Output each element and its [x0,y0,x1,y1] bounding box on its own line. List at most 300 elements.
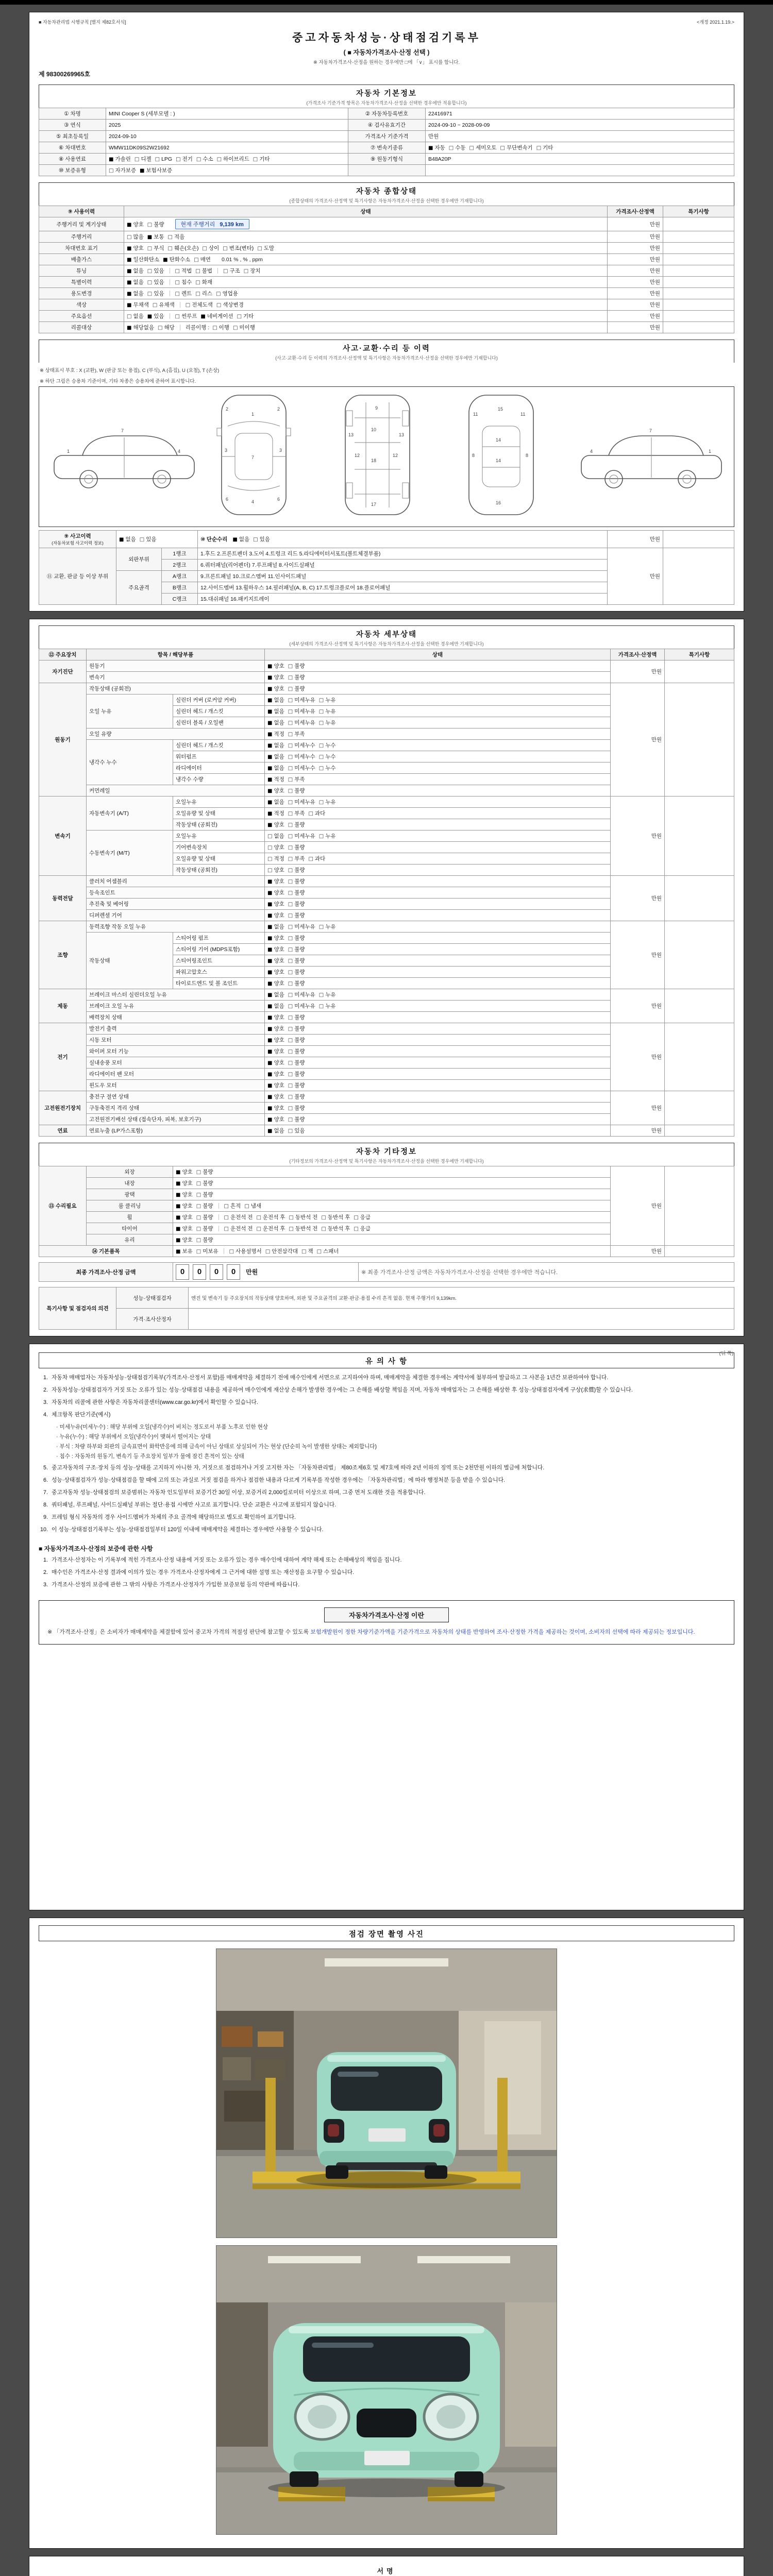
checkbox-일산화탄소[interactable]: ■ 일산화탄소 [127,257,160,263]
table-row [39,1091,734,1103]
price-survey-select[interactable]: ( ■ 자동차가격조사·산정 선택 ) [343,49,430,56]
table-row [39,1125,734,1137]
checkbox-icon: ■ [267,777,273,783]
checkbox-icon: □ [288,1072,293,1077]
checkbox-누유[interactable]: □ 누유 [318,1003,336,1009]
notice-item [39,1374,734,1383]
checkbox-icon: ■ [176,1226,181,1232]
checkbox-없음[interactable]: ■ 없음 [267,1003,284,1009]
checkbox-도말[interactable]: □ 도말 [257,245,275,251]
notice-number: 5. [43,1465,48,1471]
checkbox-불량[interactable]: □ 불량 [196,1203,213,1209]
checkbox-불량[interactable]: □ 불량 [288,1082,305,1089]
checkbox-미보유[interactable]: □ 미보유 [196,1248,219,1255]
checkbox-icon: □ [224,1204,229,1209]
rank-parts: 12.사이드멤버 13.휠하우스 14.필러패널(A, B, C) 17.트렁크플로어 18.플로어패널 [198,582,608,594]
checkbox-유채색[interactable]: □ 유채색 [152,302,175,308]
option-divider [217,268,218,274]
outer-panel-label: 외판부위 [116,548,162,571]
checkbox-icon: ■ [428,145,433,151]
checkbox-불량[interactable]: □ 불량 [288,686,305,692]
notice-item [39,1398,734,1408]
checkbox-양호[interactable]: ■ 양호 [267,1082,284,1089]
checkbox-불량[interactable]: □ 불량 [288,890,305,896]
checkbox-불량[interactable]: □ 불량 [196,1237,213,1243]
item-label: 자동변속기 (A/T) [87,796,173,831]
checkbox-동반석 후[interactable]: □ 동반석 후 [321,1214,350,1221]
checkbox-icon: □ [288,1117,293,1123]
checkbox-응급[interactable]: □ 응급 [354,1226,371,1232]
note-cell [665,683,734,796]
checkbox-영업용[interactable]: □ 영업용 [216,291,238,297]
checkbox-가솔린[interactable]: ■ 가솔린 [109,156,131,162]
checkbox-불량[interactable]: □ 불량 [288,674,305,681]
checkbox-없음[interactable]: ■ 없음 [267,992,284,998]
checkbox-icon: ■ [267,1072,273,1077]
checkbox-없음[interactable]: ■ 없음 [267,924,284,930]
checkbox-양호[interactable]: ■ 양호 [127,245,144,251]
part-label: 실린더 헤드 / 개스킷 [173,740,265,751]
checkbox-icon: □ [267,856,273,862]
checkbox-미세누유[interactable]: □ 미세누유 [288,708,315,715]
checkbox-미세누수[interactable]: □ 미세누수 [288,765,315,771]
checkbox-네비게이션[interactable]: ■ 네비게이션 [200,313,233,319]
checkbox-부식[interactable]: □ 부식 [147,245,164,251]
note-cell [665,660,734,683]
section-basic-info [39,84,734,108]
checkbox-불량[interactable]: □ 불량 [288,1094,305,1100]
checkbox-색상변경[interactable]: □ 색상변경 [216,302,244,308]
checkbox-상이[interactable]: □ 상이 [202,245,220,251]
checkbox-icon: □ [265,1249,271,1255]
checkbox-불량[interactable]: □ 불량 [196,1226,213,1232]
checkbox-자가보증[interactable]: □ 자가보증 [109,167,137,174]
item-label: 시동 모터 [87,1035,265,1046]
svg-text:2: 2 [226,406,229,412]
part-label: 스티어링조인트 [173,955,265,967]
checkbox-양호[interactable]: ■ 양호 [267,663,284,669]
checkbox-있음[interactable]: □ 있음 [253,536,270,543]
checkbox-icon: □ [267,845,273,851]
checkbox-기타[interactable]: □ 기타 [253,156,270,162]
checkbox-양호[interactable]: ■ 양호 [267,946,284,953]
checkbox-누유[interactable]: □ 누유 [318,708,336,715]
checkbox-운전석 후[interactable]: □ 운전석 후 [256,1214,285,1221]
checkbox-icon: □ [243,268,249,274]
checkbox-양호[interactable]: ■ 양호 [176,1237,193,1243]
checkbox-운전석 후[interactable]: □ 운전석 후 [256,1226,285,1232]
checkbox-양호[interactable]: ■ 양호 [176,1169,193,1175]
checkbox-불량[interactable]: □ 불량 [288,663,305,669]
field-label: ⑥ 차대번호 [39,142,106,154]
checkbox-사용설명서[interactable]: □ 사용설명서 [229,1248,262,1255]
checkbox-적법[interactable]: □ 적법 [175,268,192,274]
notice-number: 9. [43,1514,48,1521]
checkbox-불량[interactable]: □ 불량 [196,1169,213,1175]
table-row [39,989,734,1001]
checkbox-있음[interactable]: □ 있음 [147,291,164,297]
checkbox-icon: ■ [267,1004,273,1009]
checkbox-icon: □ [224,1215,229,1221]
state-cell [265,694,611,706]
checkbox-미세누유[interactable]: □ 미세누유 [288,720,315,726]
checkbox-불량[interactable]: □ 불량 [288,901,305,907]
field-value [426,142,734,154]
checkbox-있음[interactable]: □ 있음 [139,536,157,543]
checkbox-양호[interactable]: ■ 양호 [267,1105,284,1111]
group-label: 변속기 [39,796,87,876]
checkbox-없음[interactable]: ■ 없음 [267,799,284,805]
checkbox-양호[interactable]: ■ 양호 [267,1037,284,1043]
checkbox-icon: □ [224,1226,229,1232]
price-cell: 만원 [608,548,663,605]
price-cell: 만원 [608,288,663,299]
checkbox-양호[interactable]: ■ 양호 [267,980,284,987]
checkbox-이행[interactable]: □ 이행 [212,325,229,331]
checkbox-icon: ■ [267,698,273,703]
checkbox-양호[interactable]: ■ 양호 [267,890,284,896]
checkbox-누유[interactable]: □ 누유 [318,992,336,998]
checkbox-불량[interactable]: □ 불량 [196,1214,213,1221]
checkbox-양호[interactable]: ■ 양호 [267,1026,284,1032]
checkbox-냄새[interactable]: □ 냄새 [244,1203,261,1209]
checkbox-양호[interactable]: ■ 양호 [176,1192,193,1198]
state-cell [265,1114,611,1125]
checkbox-불량[interactable]: □ 불량 [288,822,305,828]
checkbox-해당없음[interactable]: ■ 해당없음 [127,325,155,331]
checkbox-전체도색[interactable]: □ 전체도색 [185,302,213,308]
checkbox-적정[interactable]: ■ 적정 [267,810,284,817]
checkbox-적정[interactable]: ■ 적정 [267,776,284,783]
checkbox-미세누수[interactable]: □ 미세누수 [288,742,315,749]
price-cell: 만원 [608,277,663,288]
checkbox-양호[interactable]: ■ 양호 [267,935,284,941]
checkbox-양호[interactable]: ■ 양호 [267,1060,284,1066]
checkbox-수동[interactable]: □ 수동 [448,145,466,151]
note-cell [663,299,734,311]
part-label: 워터펌프 [173,751,265,762]
item-label: 휠 [87,1212,173,1223]
table-row [39,277,734,288]
checkbox-미세누수[interactable]: □ 미세누수 [288,754,315,760]
checkbox-불량[interactable]: □ 불량 [147,222,164,228]
checkbox-없음[interactable]: ■ 없음 [267,754,284,760]
checkbox-변조(변타)[interactable]: □ 변조(변타) [223,245,254,251]
checkbox-불량[interactable]: □ 불량 [288,844,305,851]
checkbox-불량[interactable]: □ 불량 [288,935,305,941]
checkbox-icon: ■ [267,754,273,760]
checkbox-누유[interactable]: □ 누유 [318,924,336,930]
checkbox-icon: ■ [267,992,273,998]
checkbox-장치[interactable]: □ 장치 [243,268,261,274]
checkbox-렌트[interactable]: □ 렌트 [175,291,192,297]
checkbox-양호[interactable]: □ 양호 [267,844,284,851]
checkbox-부족[interactable]: □ 부족 [288,776,305,783]
checkbox-양호[interactable]: ■ 양호 [176,1180,193,1187]
item-label: 실내송풍 모터 [87,1057,265,1069]
checkbox-icon: □ [316,1249,322,1255]
checkbox-있음[interactable]: □ 있음 [147,268,164,274]
state-cell [124,265,608,277]
checkbox-흔적[interactable]: □ 흔적 [224,1203,241,1209]
checkbox-없음[interactable]: ■ 없음 [127,279,144,285]
checkbox-icon: □ [288,811,293,817]
rank-parts: 9.프론트패널 10.크로스멤버 11.인사이드패널 [198,571,608,582]
checkbox-하이브리드[interactable]: □ 하이브리드 [216,156,249,162]
checkbox-미세누유[interactable]: □ 미세누유 [288,924,315,930]
checkbox-양호[interactable]: ■ 양호 [267,969,284,975]
checkbox-기타[interactable]: □ 기타 [536,145,553,151]
checkbox-누유[interactable]: □ 누유 [318,833,336,839]
checkbox-불량[interactable]: □ 불량 [288,867,305,873]
checkbox-안전삼각대[interactable]: □ 안전삼각대 [265,1248,298,1255]
checkbox-기타[interactable]: □ 기타 [237,313,254,319]
checkbox-미세누유[interactable]: □ 미세누유 [288,799,315,805]
checkbox-양호[interactable]: ■ 양호 [176,1226,193,1232]
final-price-table [39,1262,734,1282]
state-cell [265,1035,611,1046]
checkbox-훼손(오손)[interactable]: □ 훼손(오손) [167,245,199,251]
checkbox-탄화수소[interactable]: ■ 탄화수소 [163,257,191,263]
table-row [39,231,734,243]
checkbox-있음[interactable]: □ 있음 [147,279,164,285]
checkbox-icon: □ [175,314,180,319]
checkbox-누수[interactable]: □ 누수 [318,765,336,771]
group-label: 전기 [39,1023,87,1091]
checkbox-무채색[interactable]: ■ 무채색 [127,302,149,308]
notice-list [39,1374,734,1535]
checkbox-양호[interactable]: ■ 양호 [267,878,284,885]
checkbox-양호[interactable]: ■ 양호 [267,788,284,794]
checkbox-icon: ■ [127,280,132,285]
checkbox-양호[interactable]: ■ 양호 [267,1116,284,1123]
checkbox-양호[interactable]: ■ 양호 [267,1014,284,1021]
checkbox-썬루프[interactable]: □ 썬루프 [175,313,197,319]
checkbox-없음[interactable]: ■ 없음 [267,765,284,771]
checkbox-없음[interactable]: □ 없음 [127,313,144,319]
checkbox-양호[interactable]: ■ 양호 [267,1048,284,1055]
checkbox-불량[interactable]: □ 불량 [288,1014,305,1021]
checkbox-누수[interactable]: □ 누수 [318,742,336,749]
checkbox-동반석 전[interactable]: □ 동반석 전 [289,1226,318,1232]
checkbox-icon: □ [318,800,324,805]
checkbox-양호[interactable]: ■ 양호 [127,222,144,228]
checkbox-누유[interactable]: □ 누유 [318,697,336,703]
final-price-note: ※ 최종 가격조사·산정 금액은 자동차가격조사·산정을 선택한 경우에만 적습니다. [359,1263,734,1282]
checkbox-양호[interactable]: ■ 양호 [176,1203,193,1209]
checkbox-구조[interactable]: □ 구조 [223,268,240,274]
checkbox-스패너[interactable]: □ 스패너 [316,1248,339,1255]
checkbox-불량[interactable]: □ 불량 [288,1116,305,1123]
state-cell [173,1223,611,1234]
checkbox-불량[interactable]: □ 불량 [196,1192,213,1198]
checkbox-디젤[interactable]: □ 디젤 [134,156,152,162]
checkbox-누유[interactable]: □ 누유 [318,799,336,805]
state-cell [124,288,608,299]
svg-text:8: 8 [472,453,475,458]
checkbox-보통[interactable]: ■ 보통 [147,234,164,240]
checkbox-화재[interactable]: □ 화재 [195,279,212,285]
checkbox-불량[interactable]: □ 불량 [288,958,305,964]
price-cell: 만원 [611,989,665,1023]
checkbox-icon: □ [195,268,200,274]
checkbox-운전석 전[interactable]: □ 운전석 전 [224,1226,253,1232]
svg-text:11: 11 [520,412,526,417]
odometer-box: 현재 주행거리 9,139 km [175,219,249,229]
checkbox-불량[interactable]: □ 불량 [288,1048,305,1055]
form-revision: <개정 2021.1.19.> [697,20,734,25]
checkbox-침수[interactable]: □ 침수 [175,279,192,285]
checkbox-icon: □ [288,924,293,930]
checkbox-동반석 후[interactable]: □ 동반석 후 [321,1226,350,1232]
svg-text:13: 13 [399,432,405,437]
checkbox-보유[interactable]: ■ 보유 [176,1248,193,1255]
checkbox-없음[interactable]: ■ 없음 [232,536,250,543]
checkbox-있음[interactable]: ■ 있음 [147,313,164,319]
checkbox-리스[interactable]: □ 리스 [195,291,212,297]
table-row [39,683,734,694]
checkbox-양호[interactable]: ■ 양호 [267,822,284,828]
checkbox-과다[interactable]: □ 과다 [308,856,326,862]
checkbox-미이행[interactable]: □ 미이행 [232,325,255,331]
state-cell [265,762,611,774]
checkbox-적정[interactable]: □ 적정 [267,856,284,862]
checkbox-양호[interactable]: ■ 양호 [267,674,284,681]
checkbox-icon: □ [267,834,273,839]
field-value: MINI Cooper S (세부모델 : ) [106,108,348,120]
checkbox-양호[interactable]: ■ 양호 [267,1071,284,1077]
checkbox-icon: □ [288,845,293,851]
price-cell: 만원 [611,1246,665,1257]
checkbox-양호[interactable]: □ 양호 [267,867,284,873]
field-label [348,165,426,176]
checkbox-양호[interactable]: ■ 양호 [267,1094,284,1100]
checkbox-불량[interactable]: □ 불량 [288,1105,305,1111]
field-value [426,165,734,176]
vehicle-damage-diagram [39,386,734,527]
item-label: 수동변속기 (M/T) [87,831,173,876]
checkbox-icon: □ [223,268,228,274]
checkbox-icon: ■ [267,902,273,907]
checkbox-불량[interactable]: □ 불량 [288,1026,305,1032]
checkbox-양호[interactable]: ■ 양호 [267,912,284,919]
checkbox-불량[interactable]: □ 불량 [288,1071,305,1077]
checkbox-없음[interactable]: ■ 없음 [127,268,144,274]
checkbox-불량[interactable]: □ 불량 [196,1180,213,1187]
checkbox-누수[interactable]: □ 누수 [318,754,336,760]
notice-number: 7. [43,1489,48,1496]
checkbox-양호[interactable]: ■ 양호 [267,958,284,964]
checkbox-있음[interactable]: □ 있음 [288,1128,305,1134]
group-label: 원동기 [39,683,87,796]
checkbox-LPG[interactable]: □ LPG [155,156,173,162]
checkbox-icon: □ [288,1083,293,1089]
checkbox-icon: ■ [267,766,273,771]
checkbox-부족[interactable]: □ 부족 [288,810,305,817]
notice-number: 2. [43,1569,48,1575]
checkbox-누유[interactable]: □ 누유 [318,720,336,726]
checkbox-불량[interactable]: □ 불량 [288,969,305,975]
checkbox-icon: ■ [176,1170,181,1175]
checkbox-많음[interactable]: □ 많음 [127,234,144,240]
checkbox-없음[interactable]: ■ 없음 [267,708,284,715]
checkbox-불량[interactable]: □ 불량 [288,946,305,953]
checkbox-없음[interactable]: ■ 없음 [267,742,284,749]
opinion-table [39,1287,734,1330]
checkbox-양호[interactable]: ■ 양호 [267,901,284,907]
checkbox-응급[interactable]: □ 응급 [354,1214,371,1221]
checkbox-운전석 전[interactable]: □ 운전석 전 [224,1214,253,1221]
checkbox-icon: □ [288,1094,293,1100]
checkbox-불량[interactable]: □ 불량 [288,1060,305,1066]
checkbox-부족[interactable]: □ 부족 [288,731,305,737]
item-label: 유리 [87,1234,173,1246]
state-cell [265,899,611,910]
checkbox-icon: ■ [267,709,273,715]
checkbox-수소[interactable]: □ 수소 [196,156,213,162]
checkbox-없음[interactable]: ■ 없음 [267,1128,284,1134]
state-cell [124,311,608,322]
checkbox-없음[interactable]: ■ 없음 [119,536,136,543]
checkbox-부족[interactable]: □ 부족 [288,856,305,862]
checkbox-과다[interactable]: □ 과다 [308,810,326,817]
state-cell [265,717,611,728]
checkbox-동반석 전[interactable]: □ 동반석 전 [289,1214,318,1221]
checkbox-전기[interactable]: □ 전기 [176,156,193,162]
history-label: ⑨ 사고이력 (자동차보험 사고이력 정보) [39,531,116,548]
checkbox-불량[interactable]: □ 불량 [288,878,305,885]
checkbox-미세누유[interactable]: □ 미세누유 [288,833,315,839]
item-label: 추진축 및 베어링 [87,899,265,910]
checkbox-불량[interactable]: □ 불량 [288,1037,305,1043]
checkbox-무단변속기[interactable]: □ 무단변속기 [500,145,533,151]
checkbox-양호[interactable]: ■ 양호 [176,1214,193,1221]
price-cell: 만원 [608,243,663,254]
checkbox-icon: □ [288,698,293,703]
price-cell: 만원 [611,660,665,683]
notice-item [39,1488,734,1498]
checkbox-세미오토[interactable]: □ 세미오토 [469,145,497,151]
notice-text: 성능·상태점검자가 성능·상태점검을 할 때에 고의 또는 과실로 거짓 점검을 하거나 점검한 내용과 다르게 기록부를 작성한 경우에는 「자동차관리법」에 따라 행정처분 등을 받을 수 있습니다. [52,1477,506,1484]
checkbox-불량[interactable]: □ 불량 [288,912,305,919]
checkbox-매연[interactable]: □ 매연 [194,257,211,263]
checkbox-불량[interactable]: □ 불량 [288,980,305,987]
checkbox-불법[interactable]: □ 불법 [195,268,212,274]
notice-text: 가격조사·산정의 보증에 관한 그 밖의 사항은 가격조사·산정자가 가입한 보증보험 등의 약관에 따릅니다. [52,1581,300,1588]
checkbox-적음[interactable]: □ 적음 [167,234,185,240]
checkbox-미세누유[interactable]: □ 미세누유 [288,992,315,998]
checkbox-자동[interactable]: ■ 자동 [428,145,445,151]
table-row [39,165,734,176]
checkbox-해당[interactable]: □ 해당 [158,325,175,331]
checkbox-미세누유[interactable]: □ 미세누유 [288,697,315,703]
checkbox-보험사보증[interactable]: ■ 보험사보증 [140,167,173,174]
checkbox-없음[interactable]: □ 없음 [267,833,284,839]
notice-text: 자동차성능·상태점검자가 거짓 또는 오류가 있는 성능·상태점검 내용을 제공하여 매수인에게 재산상 손해가 발생한 경우에는 그 손해를 배상할 책임을 지며, 자동차 매매업자는 그 손해를 배상한 후 성능·상태점검자에게 구상(求償)할 수 있습니다. [52,1386,633,1393]
checkbox-없음[interactable]: ■ 없음 [267,697,284,703]
checkbox-icon: □ [288,720,293,726]
checkbox-미세누유[interactable]: □ 미세누유 [288,1003,315,1009]
checkbox-없음[interactable]: ■ 없음 [127,291,144,297]
checkbox-양호[interactable]: ■ 양호 [267,686,284,692]
checkbox-잭[interactable]: □ 잭 [301,1248,313,1255]
item-label: 용도변경 [39,288,124,299]
state-cell [265,683,611,694]
checkbox-불량[interactable]: □ 불량 [288,788,305,794]
checkbox-없음[interactable]: ■ 없음 [267,720,284,726]
checkbox-icon: □ [288,800,293,805]
checkbox-적정[interactable]: ■ 적정 [267,731,284,737]
